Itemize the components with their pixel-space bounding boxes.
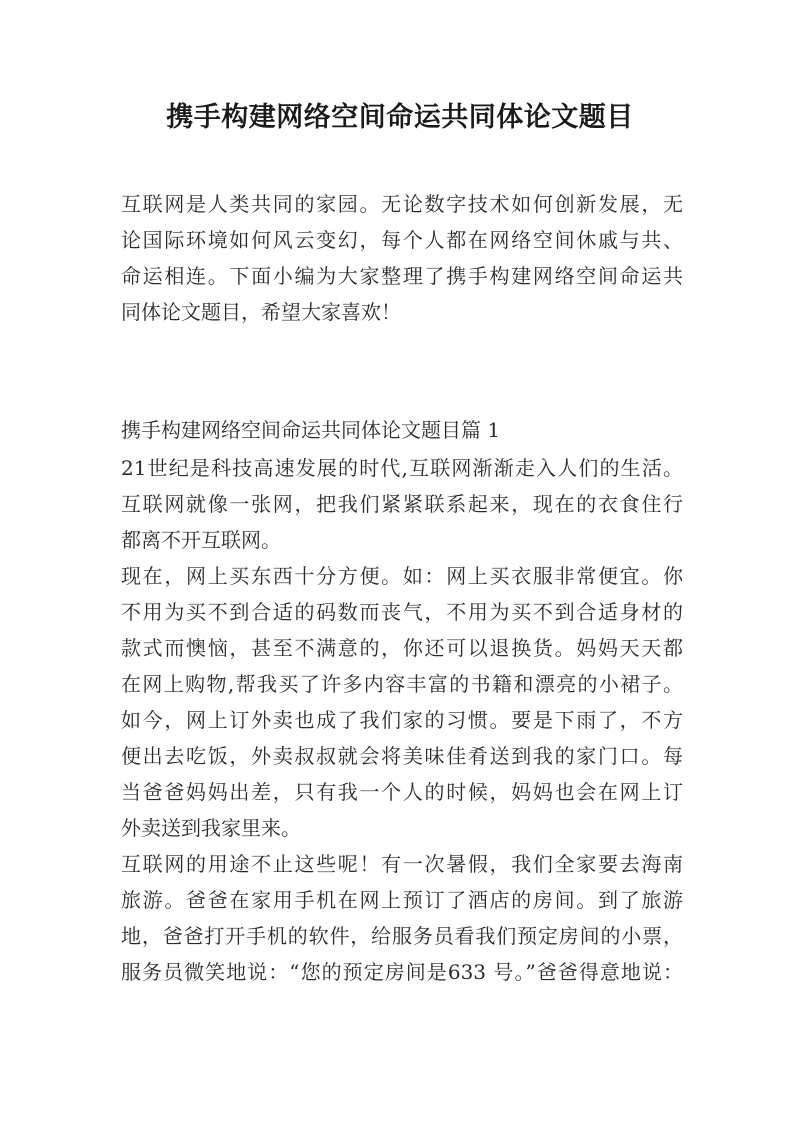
body-line: 都离不开互联网。 (121, 528, 281, 552)
body-line: 21世纪是科技高速发展的时代,互联网渐渐走入人们的生活。 (121, 456, 683, 480)
body-line: 外卖送到我家里来。 (121, 816, 301, 840)
body-line: 现在，网上买东西十分方便。如：网上买衣服非常便宜。你 (121, 564, 683, 588)
body-line: 款式而懊恼，甚至不满意的，你还可以退换货。妈妈天天都 (121, 636, 683, 660)
body-line: 地，爸爸打开手机的软件，给服务员看我们预定房间的小票， (121, 924, 683, 948)
intro-line: 互联网是人类共同的家园。无论数字技术如何创新发展，无 (121, 192, 683, 216)
section-heading: 携手构建网络空间命运共同体论文题目篇 1 (121, 418, 501, 442)
body-line: 旅游。爸爸在家用手机在网上预订了酒店的房间。到了旅游 (121, 888, 683, 912)
body-line: 当爸爸妈妈出差，只有我一个人的时候，妈妈也会在网上订 (121, 780, 683, 804)
intro-line: 命运相连。下面小编为大家整理了携手构建网络空间命运共 (121, 264, 683, 288)
intro-line: 同体论文题目，希望大家喜欢！ (121, 300, 401, 324)
intro-line: 论国际环境如何风云变幻，每个人都在网络空间休戚与共、 (121, 228, 683, 252)
body-line: 在网上购物,帮我买了许多内容丰富的书籍和漂亮的小裙子。 (121, 672, 683, 696)
body-line: 互联网的用途不止这些呢！有一次暑假，我们全家要去海南 (121, 852, 683, 876)
body-line: 互联网就像一张网，把我们紧紧联系起来，现在的衣食住行 (121, 492, 683, 516)
body-line: 如今，网上订外卖也成了我们家的习惯。要是下雨了，不方 (121, 708, 683, 732)
intro-paragraph (121, 186, 683, 330)
body-line: 服务员微笑地说：“您的预定房间是633 号。”爸爸得意地说： (121, 960, 683, 984)
body-line: 便出去吃饭，外卖叔叔就会将美味佳肴送到我的家门口。每 (121, 744, 683, 768)
body-line: 不用为买不到合适的码数而丧气，不用为买不到合适身材的 (121, 600, 683, 624)
body-text (121, 450, 683, 990)
document-title: 携手构建网络空间命运共同体论文题目 (166, 102, 634, 133)
